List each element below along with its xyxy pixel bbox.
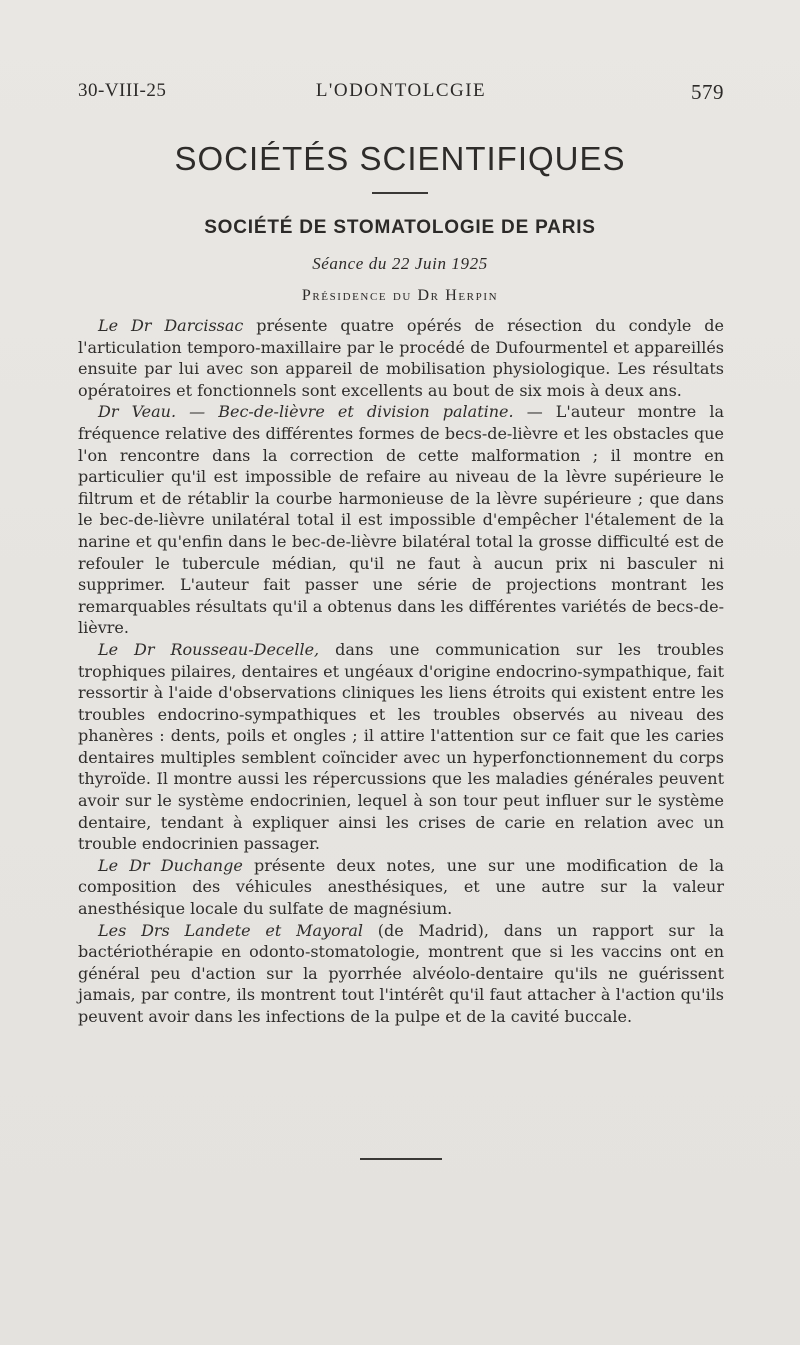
presidency-line: Présidence du Dr Herpin <box>301 287 499 304</box>
paragraph-text: dans une communication sur les troubles trophiques pilaires, dentaires et ungéaux d'origine endocrino-sympathique, fait ressortir à l'aide d'observations cliniques les liens étroits qui existent entre les troubles endocrino-sympathiques et les troubles observés au niveau des phanères : dents, poils et ongles ; il attire l'attention sur ce fait que les caries dentaires multiples semblent coïncider avec un hyperfonctionnement du corps thyroïde. Il montre aussi les répercussions que les maladies générales peuvent avoir sur le système endocrinien, lequel à son tour peut influer sur le système dentaire, tendant à expliquer ainsi les crises de carie en relation avec un trouble endocrinien passager. <box>78 639 724 854</box>
paragraph-text: présente deux notes, une sur une modification de la composition des véhicules anesthésiques, et une autre sur la valeur anesthésique locale du sulfate de magnésium. <box>78 855 724 919</box>
end-divider <box>360 1158 442 1160</box>
paragraph-text: (de Madrid), dans un rapport sur la bactériothérapie en odonto-stomatologie, montrent que si les vaccins ont en général peu d'action sur la pyorrhée alvéolo-dentaire qu'ils ne guérissent jamais, par contre, ils montrent tout l'intérêt qu'il faut attacher à l'action qu'ils peuvent avoir dans les infections de la pulpe et de la cavité buccale. <box>78 920 724 1026</box>
paragraph <box>78 639 724 855</box>
paragraph-lead: Dr Veau. — Bec-de-lièvre et division palatine. <box>98 402 514 422</box>
society-heading: SOCIÉTÉ DE STOMATOLOGIE DE PARIS <box>204 217 596 238</box>
session-date: Séance du 22 Juin 1925 <box>312 254 488 273</box>
article-body <box>78 315 724 1028</box>
paragraph-lead: Le Dr Darcissac <box>98 316 244 335</box>
paragraph-lead: Le Dr Duchange <box>98 855 243 875</box>
section-title: SOCIÉTÉS SCIENTIFIQUES <box>174 140 626 177</box>
paragraph-lead: Le Dr Rousseau-Decelle, <box>98 639 320 659</box>
paragraph-text: — L'auteur montre la fréquence relative des différentes formes de becs-de-lièvre et les obstacles que l'on rencontre dans la correction de cette malformation ; il montre en particulier qu'il est impossible de refaire au niveau de la lèvre supérieure le filtrum et de rétablir la courbe harmonieuse de la lèvre supérieure ; que dans le bec-de-lièvre unilatéral total il est impossible d'empêcher l'étalement de la narine et qu'enfin dans le bec-de-lièvre bilatéral total la grosse difficulté est de refouler le tubercule médian, qu'il ne faut à aucun prix ni basculer ni supprimer. L'auteur fait passer une série de projections montrant les remarquables résultats qu'il a obtenus dans les différentes variétés de becs-de-lièvre. <box>78 402 725 638</box>
paragraph-lead: Les Drs Landete et Mayoral <box>98 920 363 940</box>
title-divider <box>372 192 428 194</box>
paragraph <box>78 920 724 1028</box>
paragraph <box>78 315 724 401</box>
paragraph <box>78 401 724 639</box>
header-journal-title: L'ODONTOLCGIE <box>315 80 487 101</box>
header-date: 30-VIII-25 <box>78 80 167 101</box>
paragraph-text: présente quatre opérés de résection du condyle de l'articulation temporo-maxillaire par le procédé de Dufourmentel et appareillés ensuite par lui avec son appareil de mobilisation physiologique. Les résultats opératoires et fonctionnels sont excellents au bout de six mois à deux ans. <box>78 316 724 400</box>
header-page-number: 579 <box>691 80 724 104</box>
paragraph <box>78 855 724 920</box>
running-header <box>78 80 724 110</box>
